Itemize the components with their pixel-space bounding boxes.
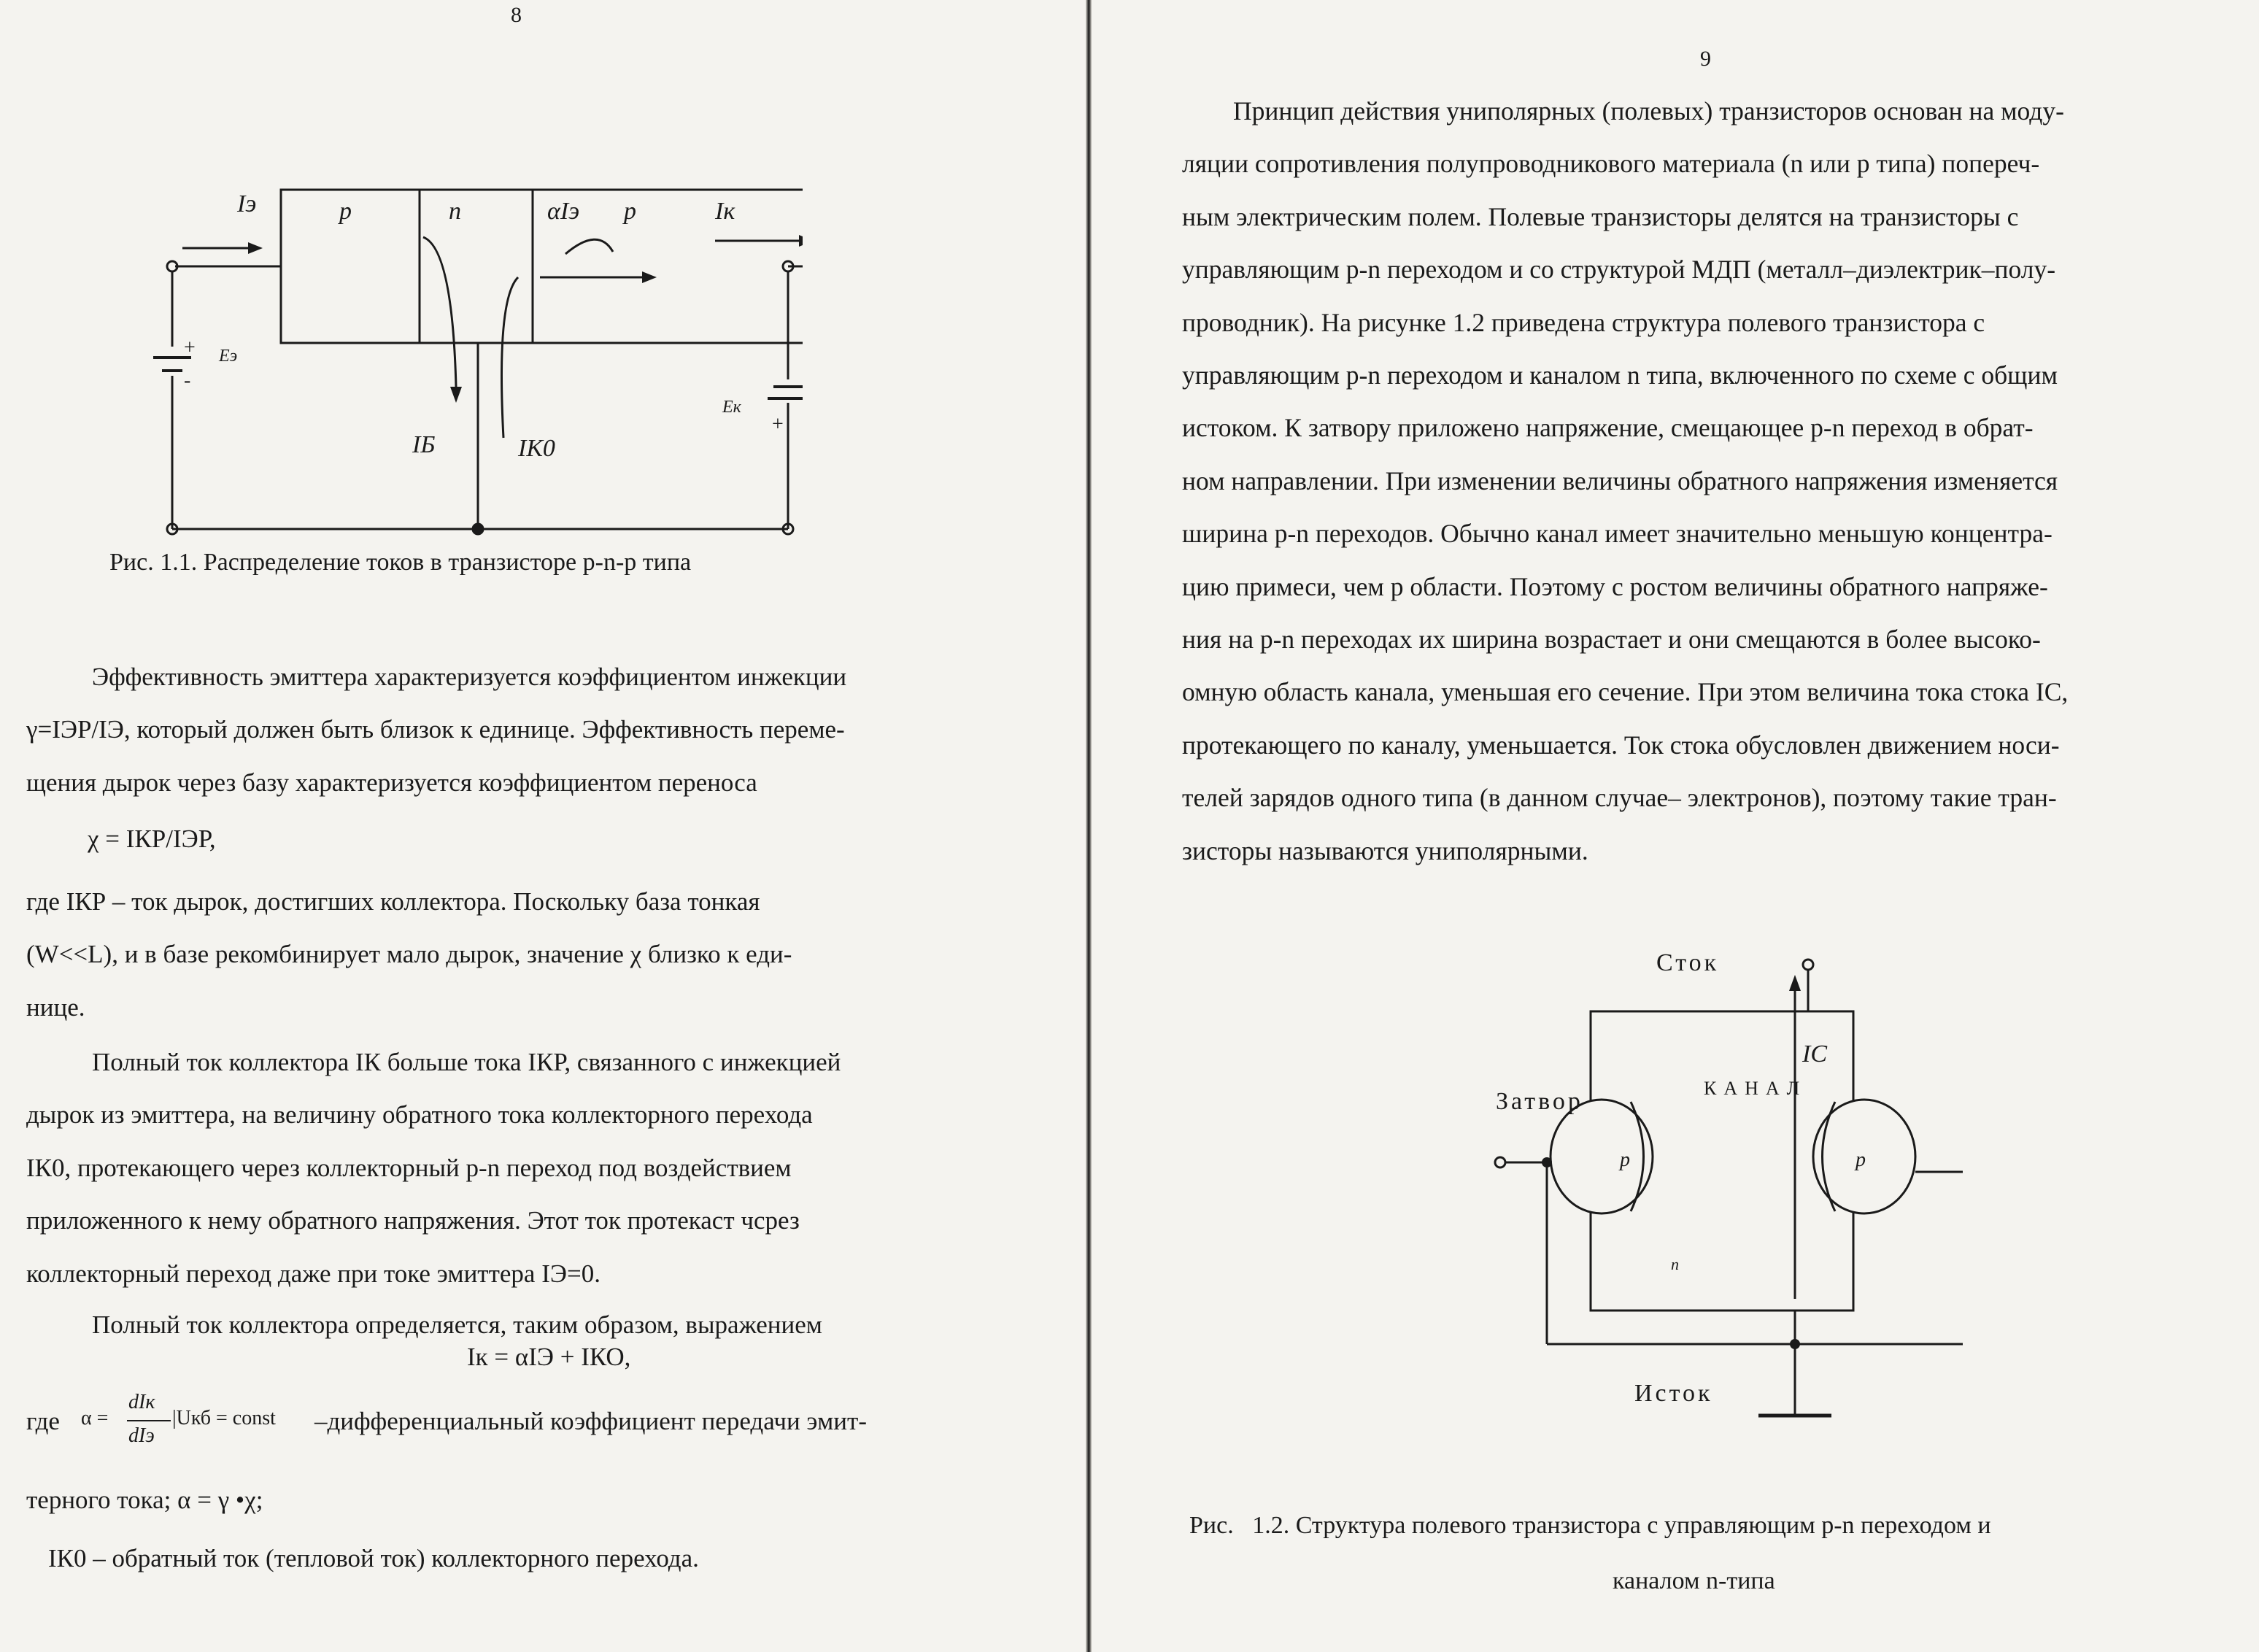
derivative-denominator: dIэ [128,1424,155,1447]
label-ee: Eэ [219,347,238,366]
figure-1-2-caption-line2: каналом n-типа [1613,1567,1775,1594]
text-line: где IКР – ток дырок, достигших коллектора. Поскольку база тонкая [26,887,760,916]
label-ib: IБ [412,431,436,458]
text-line: ным электрическим полем. Полевые транзисторы делятся на транзисторы с [1182,201,2019,231]
label-n-channel: n [1671,1255,1679,1273]
label-ik0: IК0 [518,435,555,462]
label-plus2: + [772,413,784,436]
label-p-left: p [1620,1149,1630,1171]
text-line: Эффективность эмиттера характеризуется коэффициентом инжекции [92,663,847,691]
label-p1: p [339,198,352,225]
text-line: дырок из эмиттера, на величину обратного тока коллекторного перехода [26,1100,813,1130]
formula-ik: Iк = αIЭ + IКО, [467,1343,631,1371]
text-line: ния на p-n переходах их ширина возрастает и они смещаются в более высоко- [1182,625,2041,655]
label-ik: Iк [715,198,735,225]
text-line: щения дырок через базу характеризуется коэффициентом переноса [26,768,757,797]
alpha-equals: α = [81,1407,109,1429]
figure-1-1-transistor-currents [146,168,803,547]
alpha-product-line: терного тока; α = γ •χ; [26,1486,263,1514]
text-line: управляющим p-n переходом и каналом n типа, включенного по схеме с общим [1182,360,2058,390]
text-line: управляющим p-n переходом и со структурой МДП (металл–диэлектрик–полу- [1182,255,2056,285]
text-line: истоком. К затвору приложено напряжение, смещающее p-n переход в обрат- [1182,413,2034,443]
text-line: зисторы называются униполярными. [1182,835,1588,865]
text-line: (W<<L), и в базе рекомбинирует мало дырок, значение χ близко к еди- [26,940,792,969]
text-line: протекающего по каналу, уменьшается. Ток стока обусловлен движением носи- [1182,730,2060,760]
text-line: ном направлении. При изменении величины обратного напряжения изменяется [1182,466,2058,495]
label-p2: p [624,198,636,225]
page-number-left: 8 [511,3,522,27]
reverse-current-line: IК0 – обратный ток (тепловой ток) коллекторного перехода. [48,1544,699,1572]
paragraph-collector-current [26,1036,997,1300]
text-line: ляции сопротивления полупроводникового материала (n или p типа) попереч- [1182,149,2040,179]
label-ic: IС [1802,1041,1827,1068]
paragraph-transfer [26,876,997,1034]
label-p-right: p [1856,1149,1866,1171]
text-line: Принцип действия униполярных (полевых) транзисторов основан на моду- [1233,96,2064,126]
figure-1-2-jfet-structure [1437,934,1963,1445]
label-channel: КАНАЛ [1704,1078,1807,1099]
text-line: цию примеси, чем p области. Поэтому с ростом величины обратного напряже- [1182,571,2048,601]
figure-1-1-caption: Рис. 1.1. Распределение токов в транзисторе p-n-p типа [109,549,692,576]
paragraph-full-current: Полный ток коллектора определяется, таким образом, выражением [92,1311,822,1339]
label-minus1: - [184,369,191,392]
book-binding [1086,0,1092,1652]
text-line: проводник). На рисунке 1.2 приведена структура полевого транзистора с [1182,307,1985,337]
alpha-description: –дифференциальный коэффициент передачи эмит- [314,1407,867,1435]
constant-condition: |Uкб = const [172,1407,276,1429]
text-line: телей зарядов одного типа (в данном случае– электронов), поэтому такие тран- [1182,783,2057,813]
fraction-bar [127,1420,171,1421]
label-drain: Сток [1656,949,1720,976]
text-line: IК0, протекающего через коллекторный p-n переход под воздействием [26,1153,792,1182]
label-ie: Iэ [237,190,257,217]
text-line: коллекторный переход даже при токе эмиттера IЭ=0. [26,1259,601,1288]
where-label: где [26,1407,60,1435]
left-page [0,0,1073,1652]
derivative-numerator: dIк [128,1391,155,1413]
figure-1-2-caption-line1: Рис. 1.2. Структура полевого транзистора с управляющим p-n переходом и [1189,1512,1991,1539]
label-aie: αIэ [547,198,580,225]
text-line: ширина p-n переходов. Обычно канал имеет значительно меньшую концентра- [1182,519,2053,549]
right-page [1102,0,2259,1652]
text-line: нице. [26,992,85,1022]
formula-chi: χ = IКР/IЭР, [88,825,216,853]
label-gate: Затвор [1496,1088,1583,1115]
paragraph-field-effect [1182,85,2225,877]
text-line: Полный ток коллектора IК больше тока IКР, связанного с инжекцией [92,1048,841,1076]
text-line: омную область канала, уменьшая его сечение. При этом величина тока стока IС, [1182,677,2069,707]
paragraph-injection [26,651,997,809]
label-ek: Eк [722,398,741,417]
label-n: n [449,198,461,225]
page-number-right: 9 [1700,47,1711,71]
text-line: γ=IЭР/IЭ, который должен быть близок к единице. Эффективность переме- [26,715,845,744]
label-plus1: + [184,336,196,359]
label-source: Исток [1634,1380,1713,1407]
text-line: приложенного к нему обратного напряжения. Этот ток протекаст чсрез [26,1206,800,1235]
